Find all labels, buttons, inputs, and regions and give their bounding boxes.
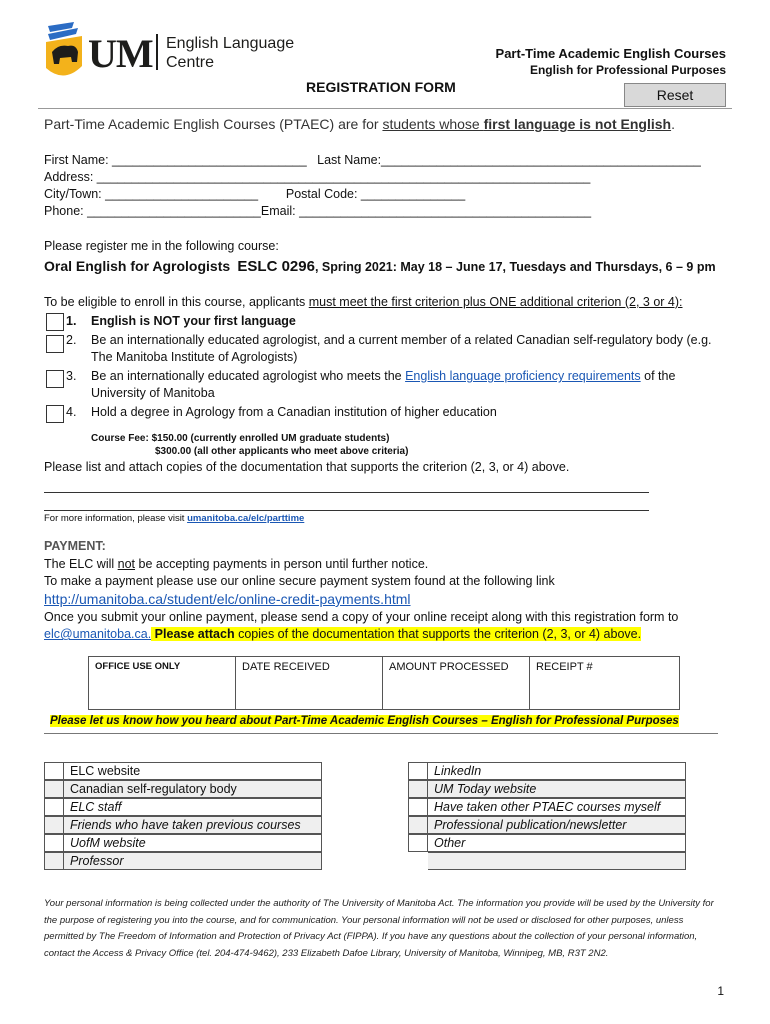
course-title: Part-Time Academic English Courses (495, 46, 726, 61)
criteria-intro-pre: To be eligible to enroll in this course, applicants (44, 295, 309, 309)
intro-pre: Part-Time Academic English Courses (PTAEC) are for (44, 116, 383, 132)
heard-label: ELC staff (64, 798, 322, 816)
criterion-3-text2: University of Manitoba (91, 386, 215, 400)
criterion-1-num: 1. (66, 314, 77, 328)
heard-checkbox[interactable] (44, 816, 64, 834)
privacy-notice: Your personal information is being collected under the authority of The University of Manitoba Act. The information you provide will be used by the University for the purpose of registering you into the course, and for communication. Your personal information will not be used or disclosed for other purposes, unless permitted by The Freedom of Information and Protection of Privacy Act (FIPPA). If you have any questions about the collection of your personal information, contact the Access & Privacy Office (tel. 204-474-9462), 233 Elizabeth Dafoe Library, University of Manitoba, Winnipeg, MB, R3T 2N2. (44, 898, 714, 959)
heard-spacer (408, 852, 428, 870)
heard-checkbox[interactable] (408, 780, 428, 798)
name-fields[interactable] (44, 152, 701, 169)
payment-line1-pre: The ELC will (44, 557, 118, 571)
attach-instructions: Please list and attach copies of the documentation that supports the criterion (2, 3, or 4) above. (44, 460, 570, 474)
heard-label: Professional publication/newsletter (428, 816, 686, 834)
parttime-link[interactable]: umanitoba.ca/elc/parttime (187, 513, 305, 524)
heard-option-elc-staff[interactable] (44, 798, 322, 816)
address-field[interactable]: Address: _______________________________________________________________________ (44, 170, 591, 184)
heard-option-elc-website[interactable] (44, 762, 322, 780)
logo-line1: English Language (166, 35, 295, 52)
heard-label: Canadian self-regulatory body (64, 780, 322, 798)
criterion-4-text: Hold a degree in Agrology from a Canadian institution of higher education (91, 405, 497, 419)
date-received-cell: DATE RECEIVED (236, 657, 383, 709)
elc-email-link[interactable]: elc@umanitoba.ca. (44, 627, 152, 641)
heard-option-other[interactable] (408, 834, 686, 852)
heard-rule (44, 733, 718, 734)
heard-option-self-regulatory[interactable] (44, 780, 322, 798)
phone-field[interactable]: Phone: _________________________ (44, 204, 261, 218)
heard-option-professor[interactable] (44, 852, 322, 870)
payment-line1-underline: not (117, 557, 136, 571)
criterion-2-text: Be an internationally educated agrologist, and a current member of a related Canadian self-regulatory body (e.g. (91, 333, 712, 347)
receipt-cell: RECEIPT # (536, 661, 593, 673)
heard-label: Professor (64, 852, 322, 870)
heard-checkbox[interactable] (408, 762, 428, 780)
bison-shield-icon (44, 22, 86, 82)
first-name-field[interactable]: First Name: ____________________________ (44, 153, 307, 167)
phone-email-fields[interactable] (44, 203, 591, 220)
criterion-3-text (91, 368, 675, 386)
logo-line2: Centre (166, 54, 215, 71)
course-code: ESLC 0296 (237, 258, 315, 275)
payment-line4 (44, 627, 641, 641)
heard-checkbox[interactable] (408, 834, 428, 852)
criterion-3-checkbox[interactable] (46, 370, 64, 388)
heard-prompt: Please let us know how you heard about Part-Time Academic English Courses – English for Professional Purposes (50, 715, 679, 727)
heard-checkbox[interactable] (44, 852, 64, 870)
payment-line2: To make a payment please use our online secure payment system found at the following link (44, 574, 555, 588)
heard-checkbox[interactable] (408, 798, 428, 816)
attach-line-1[interactable] (44, 492, 649, 493)
criterion-3-text-post: of the (640, 369, 676, 383)
heard-left-list (44, 762, 322, 870)
more-info-pre: For more information, please visit (44, 513, 188, 524)
form-title: REGISTRATION FORM (306, 79, 456, 95)
heard-label: Friends who have taken previous courses (64, 816, 322, 834)
payment-heading: PAYMENT: (44, 539, 106, 553)
reset-button[interactable]: Reset (624, 83, 726, 107)
city-postal-fields[interactable] (44, 186, 465, 203)
register-label: Please register me in the following course: (44, 239, 279, 253)
heard-option-um-today[interactable] (408, 780, 686, 798)
course-line (44, 258, 716, 275)
intro-post: . (671, 116, 675, 132)
criterion-4-checkbox[interactable] (46, 405, 64, 423)
last-name-field[interactable]: Last Name:______________________________________________ (317, 153, 701, 167)
logo-divider (156, 34, 158, 70)
intro-text (44, 116, 675, 132)
criterion-4-num: 4. (66, 405, 77, 419)
heard-option-other-ptaec[interactable] (408, 798, 686, 816)
intro-underline: students whose (382, 116, 484, 132)
email-field[interactable]: Email: __________________________________________ (260, 204, 592, 218)
heard-checkbox[interactable] (44, 798, 64, 816)
payment-line3: Once you submit your online payment, please send a copy of your online receipt along with this registration form to (44, 610, 679, 624)
heard-label: UofM website (64, 834, 322, 852)
city-field[interactable]: City/Town: ______________________ (44, 187, 259, 201)
payment-line1 (44, 557, 428, 571)
heard-option-linkedin[interactable] (408, 762, 686, 780)
criterion-3-num: 3. (66, 369, 77, 383)
criteria-intro (44, 294, 683, 312)
heard-label: Other (428, 834, 686, 852)
intro-underline-bold: first language is not English (483, 116, 672, 132)
payment-line1-post: be accepting payments in person until further notice. (135, 557, 429, 571)
header-rule (38, 108, 732, 109)
heard-other-specify[interactable] (408, 852, 686, 870)
heard-checkbox[interactable] (44, 762, 64, 780)
heard-option-publication[interactable] (408, 816, 686, 834)
heard-option-uofm-website[interactable] (44, 834, 322, 852)
heard-checkbox[interactable] (44, 834, 64, 852)
office-use-table (88, 656, 680, 710)
course-term: , Spring 2021: May 18 – June 17, Tuesdays and Thursdays, 6 – 9 pm (314, 260, 716, 274)
criterion-1-checkbox[interactable] (46, 313, 64, 331)
um-logo (44, 22, 86, 82)
course-fee-line2: $300.00 (all other applicants who meet above criteria) (155, 446, 409, 457)
heard-checkbox[interactable] (44, 780, 64, 798)
attach-line-2[interactable] (44, 510, 649, 511)
criterion-3-text-pre: Be an internationally educated agrologist who meets the (91, 369, 406, 383)
heard-label: ELC website (64, 762, 322, 780)
office-use-only-cell: OFFICE USE ONLY (89, 657, 236, 709)
heard-other-text-field[interactable] (428, 852, 686, 870)
course-name: Oral English for Agrologists (44, 258, 231, 274)
course-subtitle: English for Professional Purposes (529, 63, 726, 77)
proficiency-requirements-link[interactable]: English language proficiency requirements (405, 369, 641, 383)
course-fee-line1: Course Fee: $150.00 (currently enrolled UM graduate students) (91, 433, 390, 444)
criterion-2-num: 2. (66, 333, 77, 347)
heard-label: LinkedIn (428, 762, 686, 780)
heard-checkbox[interactable] (408, 816, 428, 834)
heard-label: UM Today website (428, 780, 686, 798)
postal-code-field[interactable]: Postal Code: _______________ (285, 187, 466, 201)
heard-right-list (408, 762, 686, 870)
criterion-1-text: English is NOT your first language (91, 314, 296, 328)
criteria-intro-underline: must meet the first criterion plus ONE additional criterion (2, 3 or 4): (308, 295, 683, 309)
more-info (44, 513, 304, 524)
criterion-2-text2: The Manitoba Institute of Agrologists) (91, 350, 298, 364)
heard-label: Have taken other PTAEC courses myself (428, 798, 686, 816)
logo-um-text: UM (88, 31, 153, 76)
payment-url-link[interactable]: http://umanitoba.ca/student/elc/online-credit-payments.html (44, 591, 411, 607)
attach-rest-highlight: copies of the documentation that supports the criterion (2, 3, or 4) above. (234, 627, 642, 641)
heard-option-friends[interactable] (44, 816, 322, 834)
amount-processed-cell: AMOUNT PROCESSED (383, 657, 530, 709)
page-number: 1 (717, 984, 724, 998)
criterion-2-checkbox[interactable] (46, 335, 64, 353)
attach-bold-highlight: Please attach (151, 627, 235, 641)
